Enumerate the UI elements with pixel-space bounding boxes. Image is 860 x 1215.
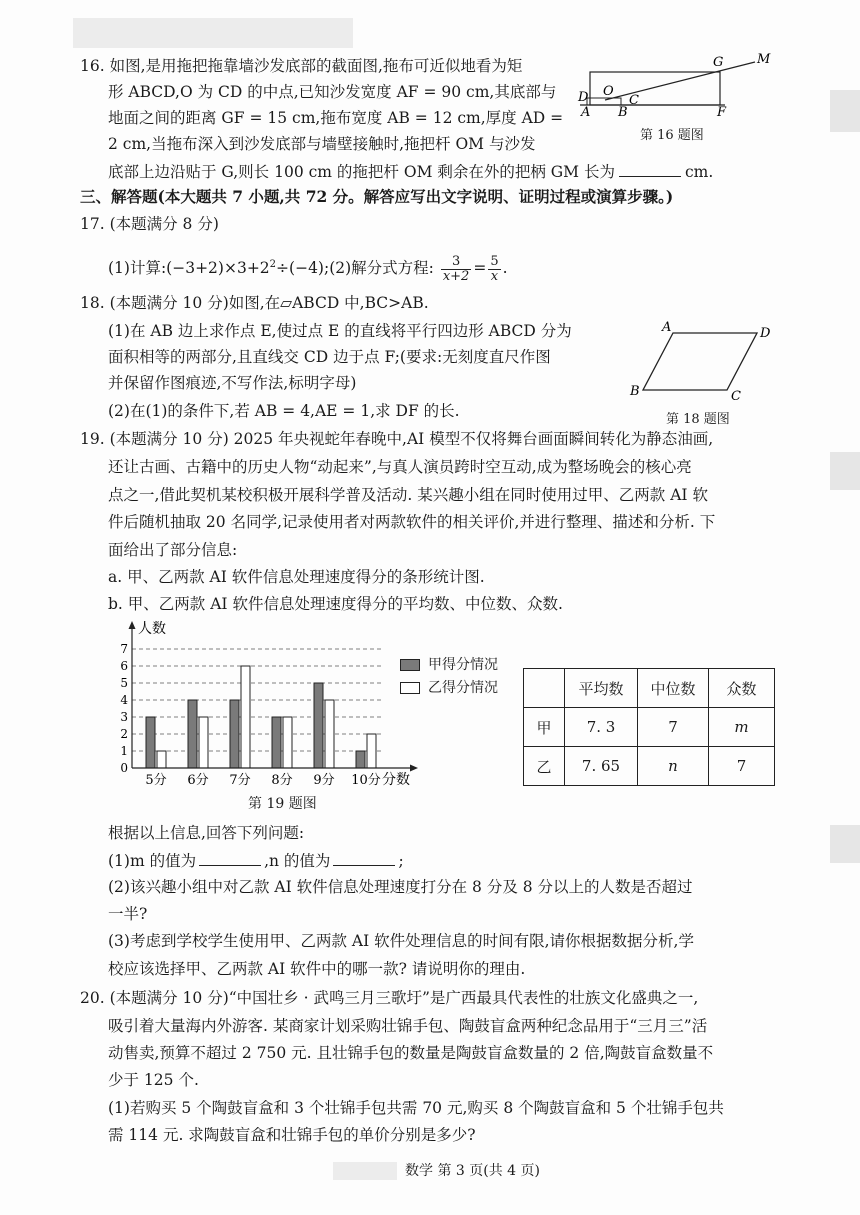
label-b: B bbox=[630, 384, 640, 399]
label-g: G bbox=[713, 55, 724, 70]
parallelogram-abcd bbox=[643, 333, 757, 390]
q17-frac1-num: 3 bbox=[441, 255, 472, 270]
y-tick-label: 4 bbox=[120, 693, 128, 707]
label-a: A bbox=[662, 320, 672, 335]
label-a: A bbox=[581, 105, 591, 120]
bar-jia-10 bbox=[356, 751, 365, 768]
footer-redaction bbox=[333, 1162, 397, 1180]
header-redaction bbox=[73, 18, 353, 48]
q19-line-2: 还让古画、古籍中的历史人物“动起来”,与真人演员跨时空互动,成为整场晚会的核心亮 bbox=[108, 458, 692, 476]
table-row bbox=[524, 747, 775, 786]
table-header-cell bbox=[524, 669, 565, 708]
y-tick-label: 5 bbox=[120, 676, 128, 690]
y-tick-label: 2 bbox=[120, 727, 128, 741]
q17-fraction-1 bbox=[441, 255, 472, 284]
margin-tab-1 bbox=[830, 90, 860, 132]
q19-line-a: a. 甲、乙两款 AI 软件信息处理速度得分的条形统计图. bbox=[108, 568, 485, 586]
table-header-cell: 众数 bbox=[709, 669, 775, 708]
q16-answer-blank bbox=[619, 160, 681, 177]
bar-yi-5 bbox=[157, 751, 166, 768]
label-d: D bbox=[578, 90, 589, 105]
legend-label-jia: 甲得分情况 bbox=[428, 657, 498, 673]
q16-line-5-text: 底部上边沿贴于 G,则长 100 cm 的拖把杆 OM 剩余在外的把柄 GM 长为 bbox=[108, 163, 615, 181]
q16-caption: 第 16 题图 bbox=[640, 128, 704, 143]
q19-sub-1-b: ,n 的值为 bbox=[264, 852, 331, 870]
margin-tab-3 bbox=[830, 825, 860, 863]
y-axis-label: 人数 bbox=[138, 621, 166, 637]
chart-grid bbox=[132, 649, 384, 751]
margin-tab-2 bbox=[830, 452, 860, 490]
label-m: M bbox=[757, 52, 771, 67]
chart-y-ticks bbox=[120, 642, 128, 775]
x-axis-arrow bbox=[410, 765, 418, 772]
table-cell: 7 bbox=[638, 708, 709, 747]
bar-jia-9 bbox=[314, 683, 323, 768]
q19-sub-2b: 一半? bbox=[108, 905, 148, 923]
q18-line-1: (1)在 AB 边上求作点 E,使过点 E 的直线将平行四边形 ABCD 分为 bbox=[108, 322, 572, 340]
label-f: F bbox=[717, 105, 727, 120]
y-tick-label: 1 bbox=[120, 744, 128, 758]
q19-line-3: 点之一,借此契机某校积极开展科学普及活动. 某兴趣小组在同时使用过甲、乙两款 AI 软 bbox=[108, 486, 708, 504]
q20-line-6: 需 114 元. 求陶鼓盲盒和壮锦手包的单价分别是多少? bbox=[108, 1126, 476, 1144]
y-tick-label: 0 bbox=[120, 761, 128, 775]
label-b: B bbox=[618, 105, 628, 120]
legend-swatch-jia bbox=[400, 659, 420, 671]
legend-item-yi bbox=[400, 677, 498, 700]
q16-line-4: 2 cm,当拖布深入到沙发底部与墙壁接触时,拖把杆 OM 与沙发 bbox=[108, 135, 536, 153]
legend-label-yi: 乙得分情况 bbox=[428, 680, 498, 696]
q19-after-1: 根据以上信息,回答下列问题: bbox=[108, 824, 305, 842]
bar-yi-8 bbox=[283, 717, 292, 768]
q19-n-blank bbox=[333, 849, 395, 866]
label-c: C bbox=[731, 389, 741, 404]
q17-exponent: 2 bbox=[269, 259, 277, 270]
q18-line-2: 面积相等的两部分,且直线交 CD 边于点 F;(要求:无刻度直尺作图 bbox=[108, 348, 551, 366]
q19-m-blank bbox=[199, 849, 261, 866]
bar-jia-5 bbox=[146, 717, 155, 768]
bar-yi-7 bbox=[241, 666, 250, 768]
legend-item-jia bbox=[400, 654, 498, 677]
q19-line-4: 件后随机抽取 20 名同学,记录使用者对两款软件的相关评价,并进行整理、描述和分析. 下 bbox=[108, 513, 716, 531]
table-cell: n bbox=[638, 747, 709, 786]
x-tick-label: 6分 bbox=[187, 773, 209, 788]
q19-sub-2: (2)该兴趣小组中对乙款 AI 软件信息处理速度打分在 8 分及 8 分以上的人数是否超过 bbox=[108, 878, 693, 896]
table-cell: 乙 bbox=[524, 747, 565, 786]
chart-legend bbox=[400, 654, 498, 700]
q17-part1b: ÷(−4);(2)解分式方程: bbox=[276, 259, 434, 278]
table-cell: 7. 65 bbox=[565, 747, 638, 786]
page-footer: 数学 第 3 页(共 4 页) bbox=[405, 1163, 540, 1179]
q17-body bbox=[108, 250, 508, 284]
q19-line-5: 面给出了部分信息: bbox=[108, 541, 238, 559]
q16-line-5 bbox=[108, 160, 713, 183]
q19-sub-1-c: ; bbox=[398, 852, 404, 870]
x-axis-label: 分数 bbox=[382, 772, 410, 788]
q16-unit: cm. bbox=[684, 163, 714, 181]
q20-line-5: (1)若购买 5 个陶鼓盲盒和 3 个壮锦手包共需 70 元,购买 8 个陶鼓盲盒和 5 个壮锦手包共 bbox=[108, 1099, 724, 1117]
bar-yi-9 bbox=[325, 700, 334, 768]
q18-caption: 第 18 题图 bbox=[666, 412, 730, 427]
table-header-cell: 平均数 bbox=[565, 669, 638, 708]
q20-line-3: 动售卖,预算不超过 2 750 元. 且壮锦手包的数量是陶鼓盲盒数量的 2 倍,陶鼓盲盒数量不 bbox=[108, 1044, 714, 1062]
bar-jia-8 bbox=[272, 717, 281, 768]
q19-bar-chart bbox=[110, 616, 420, 796]
table-cell: m bbox=[709, 708, 775, 747]
q16-line-1: 16. 如图,是用拖把拖靠墙沙发底部的截面图,拖布可近似地看为矩 bbox=[80, 57, 523, 75]
q19-sub-1-a: (1)m 的值为 bbox=[108, 852, 197, 870]
q17-fraction-2 bbox=[488, 255, 500, 284]
table-cell: 7. 3 bbox=[565, 708, 638, 747]
section-3-heading: 三、解答题(本大题共 7 小题,共 72 分。解答应写出文字说明、证明过程或演算步骤。) bbox=[80, 187, 674, 206]
table-row bbox=[524, 708, 775, 747]
chart-x-ticks bbox=[145, 773, 380, 788]
label-c: C bbox=[629, 93, 639, 108]
y-axis-arrow bbox=[129, 621, 136, 629]
q17-head: 17. (本题满分 8 分) bbox=[80, 215, 219, 233]
q16-line-3: 地面之间的距离 GF = 15 cm,拖布宽度 AB = 12 cm,厚度 AD = bbox=[108, 109, 564, 127]
y-tick-label: 6 bbox=[120, 659, 128, 673]
x-tick-label: 9分 bbox=[313, 773, 335, 788]
q19-sub-3: (3)考虑到学校学生使用甲、乙两款 AI 软件处理信息的时间有限,请你根据数据分析,学 bbox=[108, 932, 694, 950]
bar-jia-7 bbox=[230, 700, 239, 768]
q17-end: . bbox=[502, 259, 508, 278]
table-cell: 甲 bbox=[524, 708, 565, 747]
y-tick-label: 3 bbox=[120, 710, 128, 724]
legend-swatch-yi bbox=[400, 682, 420, 694]
bar-yi-6 bbox=[199, 717, 208, 768]
q16-line-2: 形 ABCD,O 为 CD 的中点,已知沙发宽度 AF = 90 cm,其底部与 bbox=[108, 83, 557, 101]
q17-part1: (1)计算:(−3+2)×3+2 bbox=[108, 259, 270, 278]
bar-jia-6 bbox=[188, 700, 197, 768]
q17-frac2-num: 5 bbox=[490, 253, 499, 269]
mop-pole-om bbox=[605, 62, 755, 100]
x-tick-label: 10分 bbox=[351, 773, 381, 788]
q20-line-2: 吸引着大量海内外游客. 某商家计划采购壮锦手包、陶鼓盲盒两种纪念品用于“三月三”活 bbox=[108, 1017, 708, 1035]
q17-frac1-den: x+2 bbox=[442, 268, 470, 284]
bar-yi-10 bbox=[367, 734, 376, 768]
table-header-cell: 中位数 bbox=[638, 669, 709, 708]
q19-caption: 第 19 题图 bbox=[248, 796, 317, 812]
x-tick-label: 5分 bbox=[145, 773, 167, 788]
q20-line-1: 20. (本题满分 10 分)“中国壮乡 · 武鸣三月三歌圩”是广西最具代表性的壮族文化盛典之一, bbox=[80, 989, 699, 1007]
table-header-row bbox=[524, 669, 775, 708]
y-tick-label: 7 bbox=[120, 642, 128, 656]
q18-line-4: (2)在(1)的条件下,若 AB = 4,AE = 1,求 DF 的长. bbox=[108, 402, 460, 420]
table-cell: 7 bbox=[709, 747, 775, 786]
q19-sub-1 bbox=[108, 849, 404, 872]
q19-line-b: b. 甲、乙两款 AI 软件信息处理速度得分的平均数、中位数、众数. bbox=[108, 595, 563, 613]
q18-figure bbox=[625, 318, 785, 404]
q18-head: 18. (本题满分 10 分)如图,在▱ABCD 中,BC>AB. bbox=[80, 294, 429, 312]
label-o: O bbox=[603, 84, 614, 99]
q17-frac2-den: x bbox=[490, 268, 499, 284]
q20-line-4: 少于 125 个. bbox=[108, 1071, 199, 1089]
x-tick-label: 7分 bbox=[229, 773, 251, 788]
label-d: D bbox=[760, 326, 771, 341]
q19-line-1: 19. (本题满分 10 分) 2025 年央视蛇年春晚中,AI 模型不仅将舞台画面瞬间转化为静态油画, bbox=[80, 430, 714, 448]
q18-line-3: 并保留作图痕迹,不写作法,标明字母) bbox=[108, 374, 357, 392]
mop-rect bbox=[587, 98, 621, 105]
x-tick-label: 8分 bbox=[271, 773, 293, 788]
q19-sub-3b: 校应该选择甲、乙两款 AI 软件中的哪一款? 请说明你的理由. bbox=[108, 960, 526, 978]
q19-stats-table bbox=[523, 668, 775, 786]
q17-eq: = bbox=[473, 259, 487, 278]
